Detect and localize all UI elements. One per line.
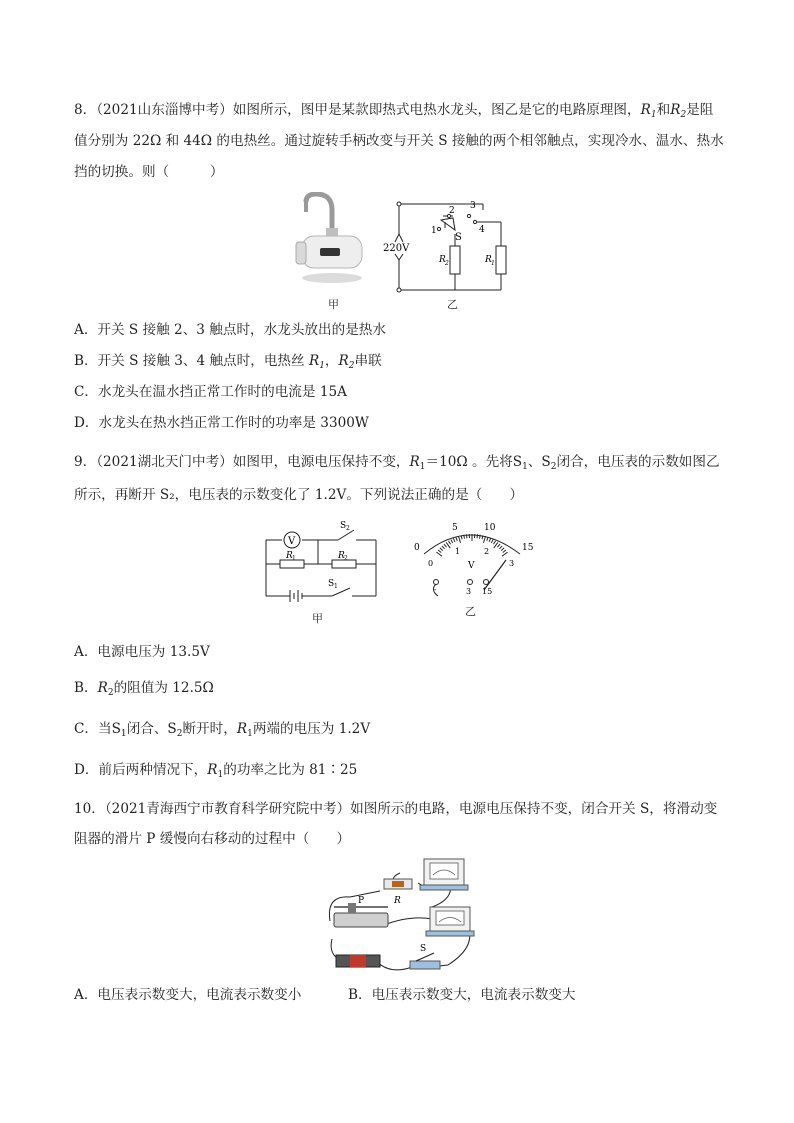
terminal-15 (484, 580, 489, 585)
q8-option-d: D．水龙头在热水挡正常工作时的功率是 3300W (74, 415, 369, 431)
dial-tick (477, 534, 478, 538)
svg-text:2: 2 (346, 525, 350, 532)
dial-tick (438, 550, 441, 553)
q10-option-a: A．电压表示数变大，电流表示数变小 (74, 987, 302, 1003)
dial-tick (489, 538, 491, 542)
dial-tick (440, 548, 443, 551)
dial-tick (491, 539, 493, 543)
q8-figure-label-b: 乙 (447, 298, 458, 311)
dial-unit-label: V (468, 561, 475, 571)
q8-line-1: 8．（2021山东淄博中考）如图所示，图甲是某款即热式电热水龙头，图乙是它的电路原理图，$R_1$和$R_2$是阻 (74, 102, 714, 120)
dial-tick (448, 541, 450, 544)
svg-text:3: 3 (509, 559, 515, 568)
svg-text:15: 15 (522, 543, 534, 553)
dial-tick (466, 534, 467, 538)
terminal-3 (468, 580, 473, 585)
q10-circuit-figure (320, 855, 480, 975)
dial-tick (442, 546, 445, 549)
contact-3: 3 (470, 201, 476, 211)
svg-text:R: R (338, 551, 345, 561)
q8-figure-label-a: 甲 (328, 298, 339, 311)
voltmeter-dial (408, 520, 538, 604)
dial-tick (487, 537, 488, 541)
q9-circuit-diagram (258, 518, 382, 606)
svg-text:5: 5 (452, 523, 458, 533)
q8-option-c: C．水龙头在温水挡正常工作时的电流是 15A (74, 384, 347, 400)
rheostat-icon (334, 913, 388, 927)
svg-text:P: P (358, 896, 365, 906)
svg-text:1: 1 (491, 260, 495, 267)
terminal-neg (434, 580, 439, 585)
resistor-r1-label: R (485, 255, 492, 265)
q10-line-1: 10．（2021青海西宁市教育科学研究院中考）如图所示的电路，电源电压保持不变，闭合开关 S，将滑动变 (74, 801, 718, 817)
q9-line-1: 9．（2021湖北天门中考）如图甲，电源电压保持不变，$R_1=10\Omega$ 。先将$S_1$、$S_2$闭合，电压表的示数如图乙 (74, 454, 720, 472)
q8-option-b: B．开关 S 接触 3、4 触点时，电热丝 $R_1$，$R_2$串联 (74, 353, 382, 371)
q8-line-3: 挡的切换。则（ ） (74, 164, 224, 180)
faucet-figure (292, 192, 376, 292)
q9-line-2: 所示，再断开 S₂，电压表的示数变化了 1.2V。下列说法正确的是（ ） (74, 487, 524, 503)
svg-text:0: 0 (428, 559, 434, 568)
dial-tick (458, 536, 460, 543)
contact-2: 2 (449, 206, 455, 216)
dial-needle (484, 560, 506, 590)
switch-label: S (455, 232, 462, 243)
svg-text:15: 15 (482, 587, 493, 596)
q8-circuit-diagram (383, 194, 515, 294)
svg-text:3: 3 (466, 587, 472, 596)
dial-tick (444, 544, 447, 547)
resistor-r2-label: R (439, 255, 446, 265)
dial-tick (503, 550, 506, 553)
contact-4: 4 (479, 225, 485, 235)
contact-1: 1 (431, 226, 437, 236)
faucet-shadow (302, 273, 362, 283)
q9-option-a: A．电源电压为 13.5V (74, 644, 210, 660)
svg-text:2: 2 (344, 555, 348, 562)
dial-tick (493, 541, 495, 544)
svg-text:10: 10 (484, 523, 496, 533)
q9-figure-label-b: 乙 (465, 605, 476, 618)
dial-tick (456, 537, 457, 541)
dial-tick (436, 552, 442, 556)
rheostat-slider (348, 903, 356, 913)
dial-tick (502, 552, 508, 556)
svg-text:S: S (420, 944, 427, 954)
svg-text:S: S (328, 579, 335, 589)
svg-text:V: V (288, 536, 296, 547)
svg-text:R: R (394, 896, 401, 906)
svg-text:1: 1 (292, 555, 296, 562)
q8-line-2: 值分别为 22Ω 和 44Ω 的电热丝。通过旋转手柄改变与开关 S 接触的两个相邻触点，实现冷水、温水、热水 (74, 133, 724, 149)
switch-icon (410, 961, 440, 969)
svg-text:-: - (434, 586, 437, 594)
dial-tick (453, 538, 455, 542)
dial-tick (497, 544, 500, 547)
q9-option-d: D．前后两种情况下，$R_1$的功率之比为 81∶25 (74, 762, 358, 780)
svg-text:R: R (286, 551, 293, 561)
q10-line-2: 阻器的滑片 P 缓慢向右移动的过程中（ ） (74, 831, 351, 847)
dial-tick (483, 536, 485, 543)
q9-option-c: C．当$S_1$闭合、$S_2$断开时，$R_1$两端的电压为 1.2V (74, 721, 371, 739)
faucet-display (320, 248, 340, 256)
q8-option-a: A．开关 S 接触 2、3 触点时，水龙头放出的是热水 (74, 322, 386, 338)
voltage-label: 220V (383, 243, 410, 254)
svg-text:S: S (340, 521, 347, 531)
svg-text:1: 1 (455, 547, 461, 556)
faucet-spout (306, 194, 332, 230)
svg-text:1: 1 (334, 583, 338, 590)
dial-tick (499, 546, 502, 549)
dial-tick (451, 539, 453, 543)
svg-text:2: 2 (445, 260, 449, 267)
q9-option-b: B．$R_2$的阻值为 12.5Ω (74, 680, 214, 698)
q9-figure-label-a: 甲 (312, 612, 323, 625)
dial-tick (501, 548, 504, 551)
q10-option-b: B．电压表示数变大，电流表示数变大 (348, 987, 576, 1003)
svg-text:0: 0 (414, 543, 420, 553)
svg-text:2: 2 (484, 547, 490, 556)
